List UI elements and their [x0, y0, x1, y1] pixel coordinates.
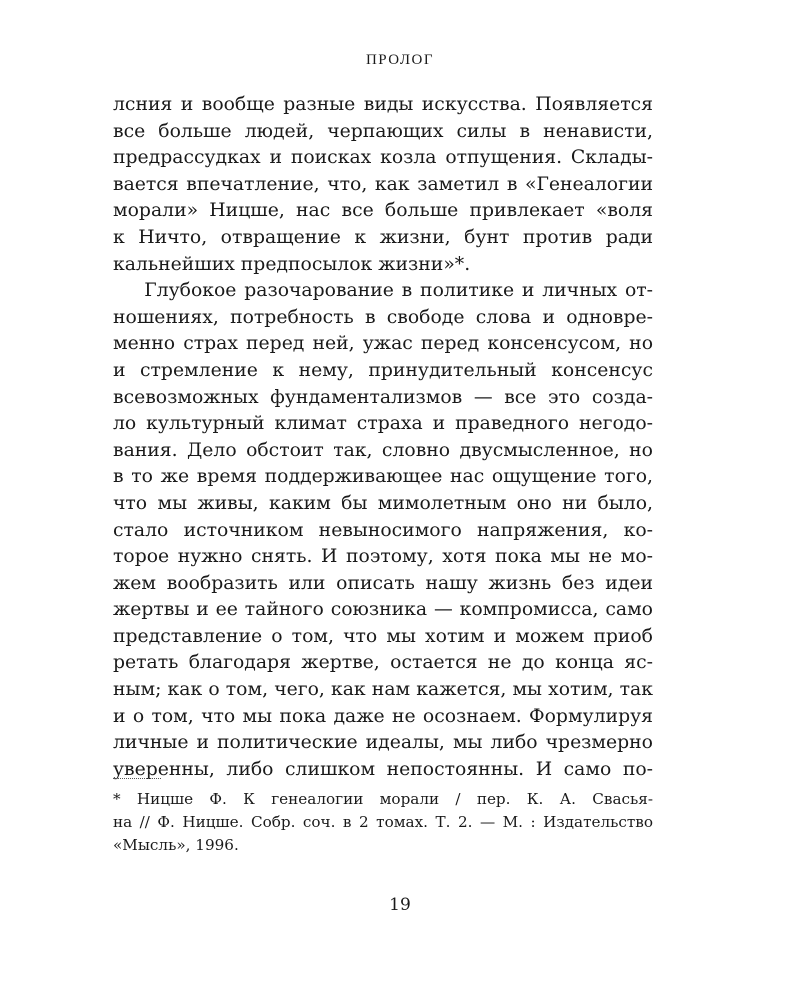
- text-line: торое нужно снять. И поэтому, хотя пока мы не мо-: [113, 546, 653, 568]
- text-line: лсния и вообще разные виды искусства. Появляется: [113, 94, 653, 115]
- page-number: 19: [389, 895, 411, 915]
- text-line: кальнейших предпосылок жизни»*.: [113, 253, 471, 275]
- text-line: что мы живы, каким бы мимолетным оно ни было,: [113, 492, 653, 514]
- text-line: жертвы и ее тайного союзника — компромисса, само: [113, 599, 653, 621]
- text-line: представление о том, что мы хотим и можем приоб: [113, 625, 653, 647]
- text-line: личные и политические идеалы, мы либо чрезмерно: [113, 732, 653, 754]
- footnote-line: * Ницше Ф. К генеалогии морали / пер. К. А. Свасья-: [113, 790, 653, 808]
- text-line: ретать благодаря жертве, остается не до конца яс-: [113, 652, 653, 674]
- footnote-line: «Мысль», 1996.: [113, 836, 239, 854]
- text-line: предрассудках и поисках козла отпущения. Склады-: [113, 147, 653, 169]
- text-line: вания. Дело обстоит так, словно двусмысленное, но: [113, 439, 653, 461]
- footnote-line: на // Ф. Ницше. Собр. соч. в 2 томах. Т. 2. — М. : Издательство: [113, 813, 653, 831]
- footnote-divider: [113, 778, 161, 779]
- text-line: уверенны, либо слишком непостоянны. И само по-: [113, 758, 653, 780]
- text-line: жем вообразить или описать нашу жизнь без идеи: [113, 572, 653, 594]
- text-line: менно страх перед ней, ужас перед консенсусом, но: [113, 333, 653, 355]
- text-line: и стремление к нему, принудительный консенсус: [113, 359, 653, 381]
- body-text: [113, 92, 653, 783]
- text-line: вается впечатление, что, как заметил в «Генеалогии: [113, 173, 653, 195]
- text-line: ным; как о том, чего, как нам кажется, мы хотим, так: [113, 679, 653, 701]
- text-line: к Ничто, отвращение к жизни, бунт против ради: [113, 226, 653, 248]
- text-line: всевозможных фундаментализмов — все это созда-: [113, 386, 653, 408]
- text-line: морали» Ницше, нас все больше привлекает «воля: [113, 200, 653, 222]
- text-line: ло культурный климат страха и праведного негодо-: [113, 413, 653, 435]
- text-line: в то же время поддерживающее нас ощущение того,: [113, 466, 653, 488]
- text-line: все больше людей, черпающих силы в ненависти,: [113, 120, 653, 142]
- text-line: и о том, что мы пока даже не осознаем. Формулируя: [113, 705, 653, 727]
- footnote: [113, 788, 653, 857]
- text-line: Глубокое разочарование в политике и личных от-: [113, 280, 653, 302]
- running-head: ПРОЛОГ: [365, 52, 435, 68]
- text-line: ношениях, потребность в свободе слова и одновре-: [113, 306, 653, 328]
- text-line: стало источником невыносимого напряжения, ко-: [113, 519, 653, 541]
